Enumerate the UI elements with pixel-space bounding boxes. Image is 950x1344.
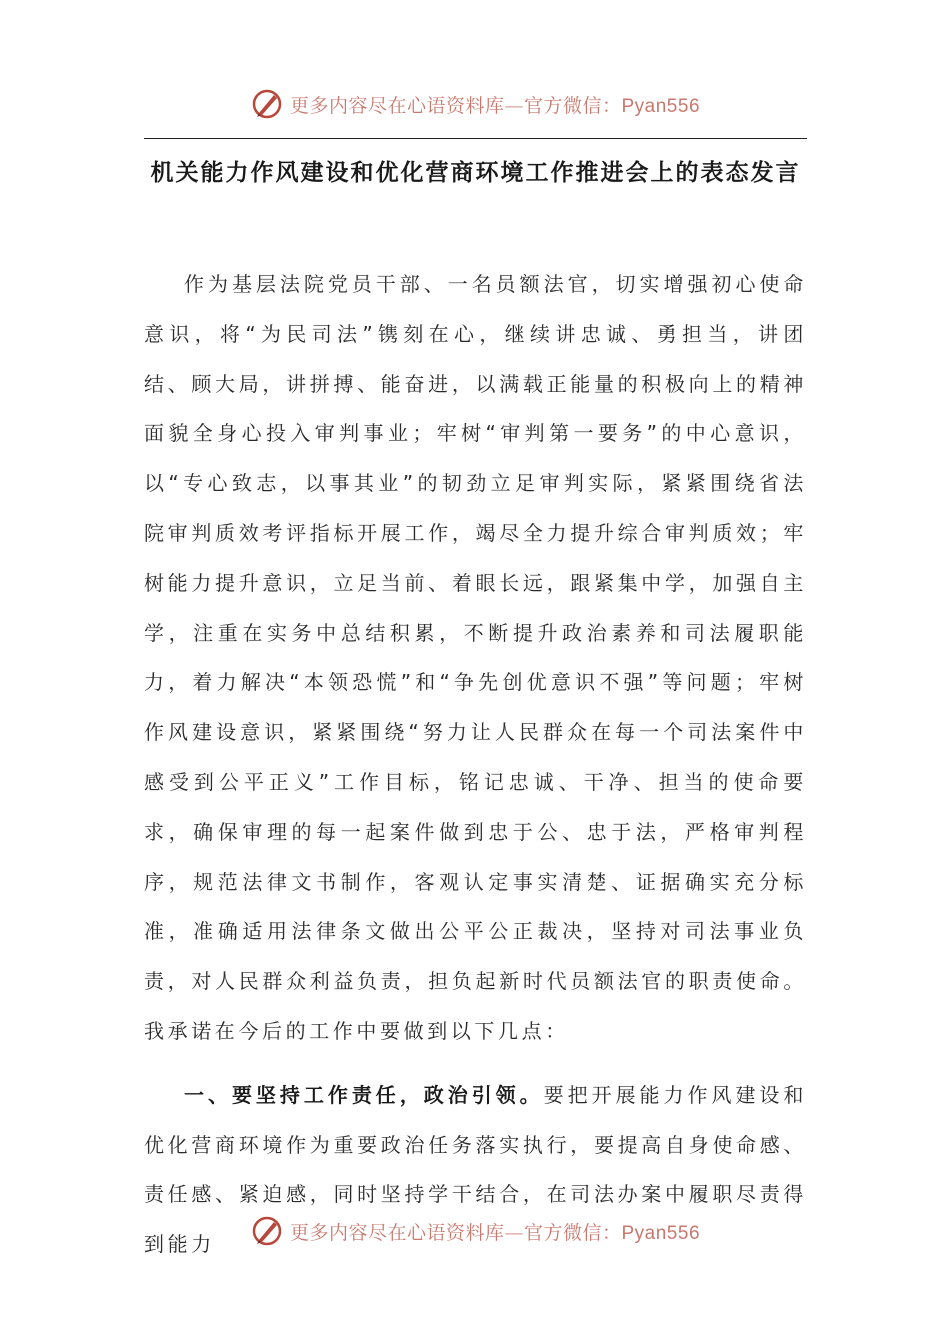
document-body (144, 260, 807, 1270)
paragraph: 作为基层法院党员干部、一名员额法官，切实增强初心使命意识，将“为民司法”镌刻在心，继续讲忠诚、勇担当，讲团结、顾大局，讲拼搏、能奋进，以满载正能量的积极向上的精神面貌全身心投入审判事业；牢树“审判第一要务”的中心意识，以“专心致志，以事其业”的韧劲立足审判实际，紧紧围绕省法院审判质效考评指标开展工作，竭尽全力提升综合审判质效；牢树能力提升意识，立足当前、着眼长远，跟紧集中学，加强自主学，注重在实务中总结积累，不断提升政治素养和司法履职能力，着力解决“本领恐慌”和“争先创优意识不强”等问题；牢树作风建设意识，紧紧围绕“努力让人民群众在每一个司法案件中感受到公平正义”工作目标，铭记忠诚、干净、担当的使命要求，确保审理的每一起案件做到忠于公、忠于法，严格审判程序，规范法律文书制作，客观认定事实清楚、证据确实充分标准，准确适用法律条文做出公平公正裁决，坚持对司法事业负责，对人民群众利益负责，担负起新时代员额法官的职责使命。我承诺在今后的工作中要做到以下几点： (144, 272, 807, 1043)
watermark-text: 更多内容尽在心语资料库—官方微信：Pyan556 (289, 94, 701, 117)
watermark-text: 更多内容尽在心语资料库—官方微信：Pyan556 (289, 1221, 701, 1244)
pen-logo-icon (250, 1214, 284, 1248)
header-rule (144, 138, 807, 139)
footer-watermark-banner (0, 1211, 950, 1251)
paragraph: 一、要坚持工作责任，政治引领。要把开展能力作风建设和优化营商环境作为重要政治任务落实执行，要提高自身使命感、责任感、紧迫感，同时坚持学干结合，在司法办案中履职尽责得到能力 (144, 1082, 807, 1257)
document-title: 机关能力作风建设和优化营商环境工作推进会上的表态发言 (150, 160, 801, 186)
section-heading: 一、要坚持工作责任，政治引领。 (184, 1082, 544, 1107)
header-watermark-banner (0, 84, 950, 124)
pen-logo-icon (250, 87, 284, 121)
